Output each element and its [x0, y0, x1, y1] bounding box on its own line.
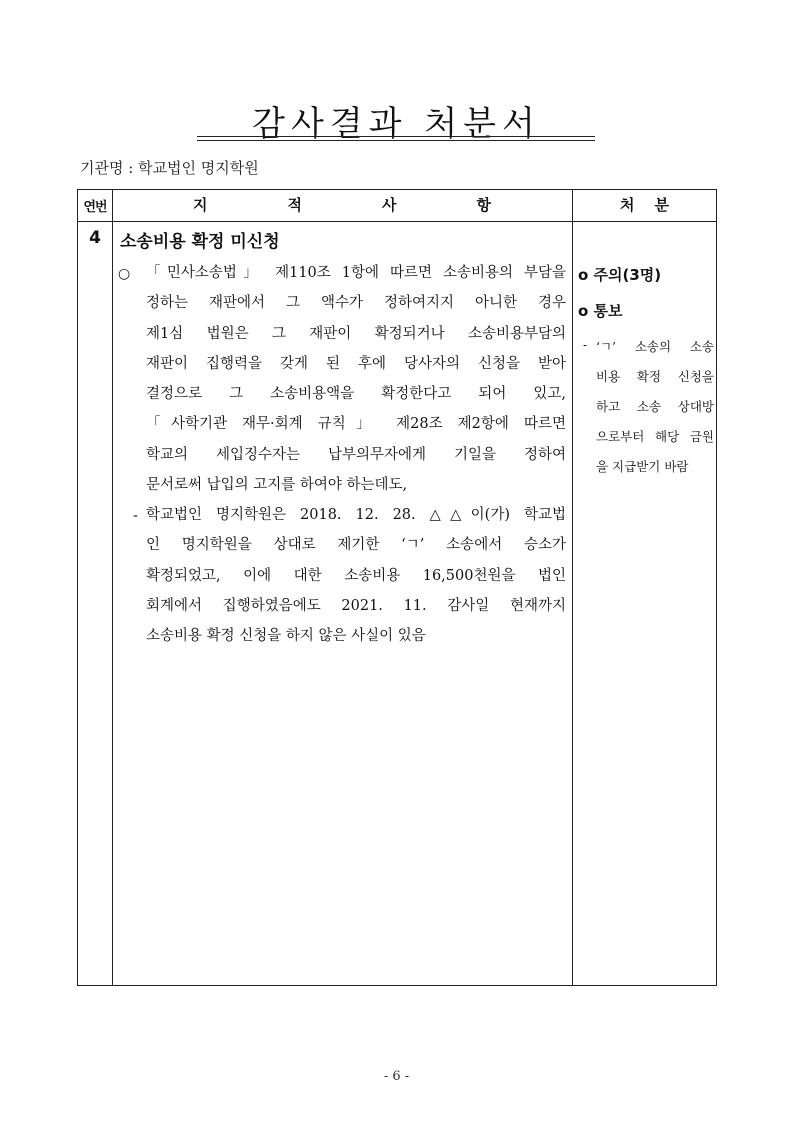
dash-bullet-icon: - — [133, 508, 138, 524]
paragraph-line: 학교법인 명지학원은 2018. 12. 28. △△이(가) 학교법 — [146, 507, 566, 523]
paragraph-line: 제1심 법원은 그 재판이 확정되거나 소송비용부담의 — [146, 325, 566, 342]
column-divider-action — [572, 189, 573, 986]
page-number: - 6 - — [383, 1069, 410, 1084]
paragraph-line: 재판이 집행력을 갖게 된 후에 당사자의 신청을 받아 — [146, 355, 566, 372]
paragraph-line: 「민사소송법」 제110조 1항에 따르면 소송비용의 부담을 — [146, 265, 566, 281]
header-action-char: 분 — [654, 196, 669, 214]
finding-paragraph-basis — [146, 258, 566, 500]
header-no: 연번 — [83, 200, 107, 215]
paragraph-line: 회계에서 집행하였음에도 2021. 11. 감사일 현재까지 — [146, 597, 566, 614]
action-detail-line: 을 지급받기 바람 — [596, 459, 689, 474]
action-detail-line: 하고 소송 상대방 — [596, 399, 714, 414]
header-findings-char: 항 — [476, 196, 491, 214]
finding-paragraph-fact — [146, 500, 566, 651]
paragraph-line: 「사학기관 재무·회계 규칙」 제28조 제2항에 따르면 — [146, 416, 566, 433]
header-findings-char: 지 — [193, 196, 208, 214]
paragraph-line: 학교의 세입징수자는 납부의무자에게 기일을 정하여 — [146, 446, 566, 463]
item-number: 4 — [89, 228, 101, 248]
paragraph-line: 정하는 재판에서 그 액수가 정하여지지 아니한 경우 — [146, 295, 566, 312]
header-findings-char: 사 — [382, 196, 397, 214]
page-title: 감사결과 처분서 — [252, 104, 541, 144]
header-action-char: 처 — [620, 196, 635, 214]
item-title: 소송비용 확정 미신청 — [120, 232, 280, 252]
dash-bullet-icon: - — [583, 338, 588, 352]
action-detail-line: ‘ㄱ’ 소송의 소송 — [596, 339, 714, 354]
circle-bullet-icon: ○ — [118, 266, 131, 282]
header-divider — [77, 221, 717, 222]
title-underline — [197, 136, 595, 137]
paragraph-line: 소송비용 확정 신청을 하지 않은 사실이 있음 — [146, 628, 426, 645]
action-caution: o 주의(3명) — [578, 266, 662, 284]
action-detail-line: 비용 확정 신청을 — [596, 369, 714, 384]
paragraph-line: 문서로써 납입의 고지를 하여야 하는데도, — [146, 477, 408, 494]
title-underline-second — [197, 140, 595, 141]
header-findings-char: 적 — [287, 196, 302, 214]
paragraph-line: 확정되었고, 이에 대한 소송비용 16,500천원을 법인 — [146, 567, 566, 584]
action-detail-line: 으로부터 해당 금원 — [596, 429, 714, 444]
action-detail — [596, 332, 714, 482]
header-action — [572, 194, 717, 215]
agency-line: 기관명 : 학교법인 명지학원 — [80, 159, 259, 177]
header-findings — [112, 194, 572, 215]
paragraph-line: 인 명지학원을 상대로 제기한 ‘ㄱ’ 소송에서 승소가 — [146, 537, 566, 554]
action-notice: o 통보 — [578, 302, 623, 320]
column-divider-no — [112, 189, 113, 986]
paragraph-line: 결정으로 그 소송비용액을 확정한다고 되어 있고, — [146, 386, 566, 403]
